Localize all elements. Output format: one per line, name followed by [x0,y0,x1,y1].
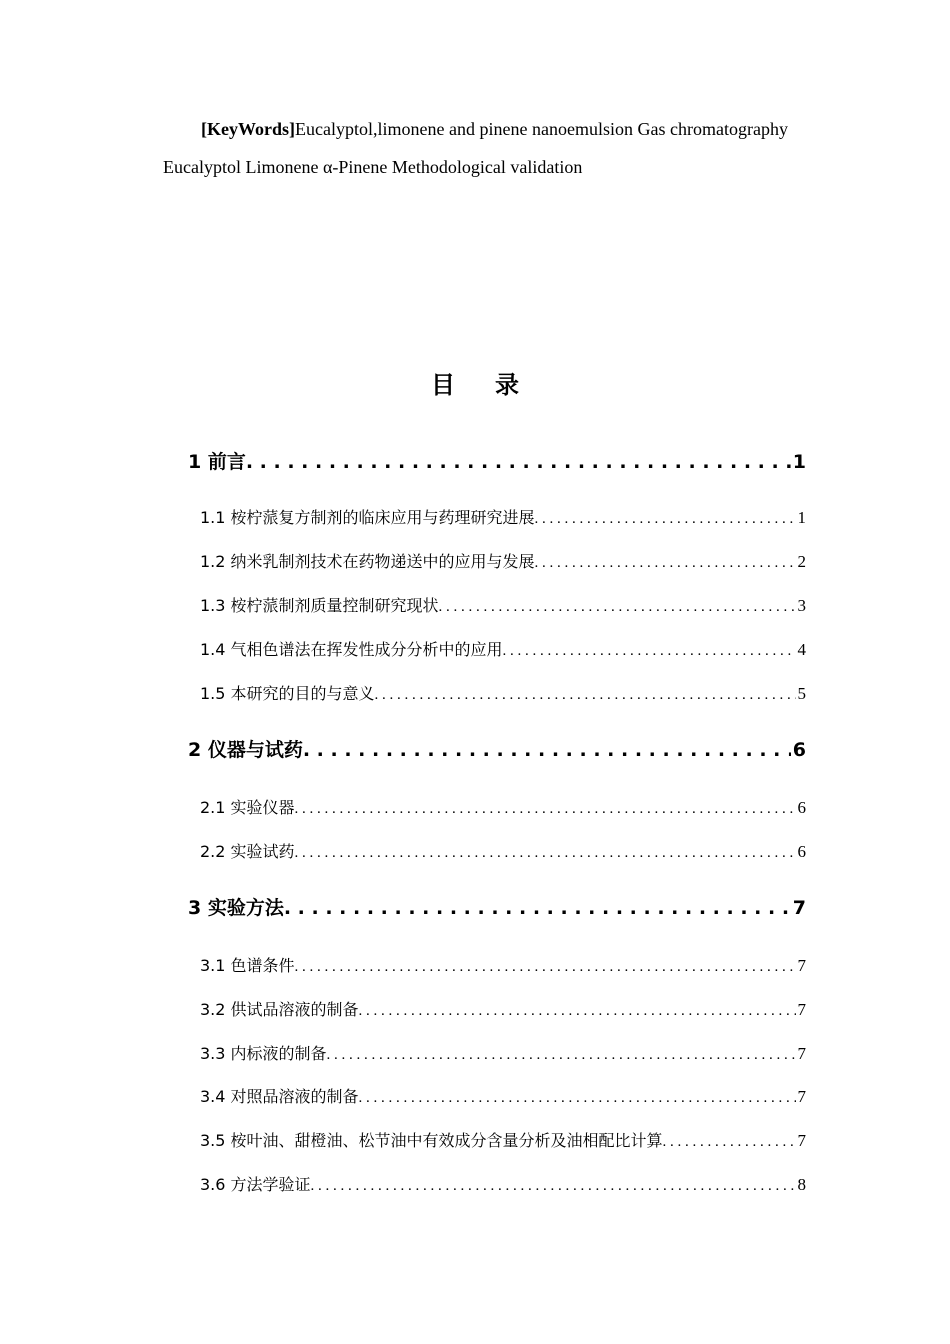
toc-page-number: 7 [797,1000,806,1019]
toc-section-entry[interactable] [200,953,806,979]
toc-page-number: 7 [797,1044,806,1063]
toc-entry-label: 3.5 桉叶油、甜橙油、松节油中有效成分含量分析及油相配比计算 [200,1131,663,1150]
toc-dot-leader [295,795,796,821]
toc-dot-leader [327,1041,796,1067]
toc-section-entry[interactable] [200,681,806,707]
toc-section-entry[interactable] [200,637,806,663]
keywords-text: Eucalyptol,limonene and pinene nanoemulsion Gas chromatography Eucalyptol Limonene α-Pinene Methodological validation [163,119,788,177]
toc-dot-leader [284,893,791,923]
toc-page-number: 1 [797,508,806,527]
toc-entry-label: 1 前言 [188,451,246,473]
toc-dot-leader [359,997,796,1023]
toc-section-entry[interactable] [200,1172,806,1198]
toc-page-number: 8 [797,1175,806,1194]
toc-entry-label: 2.1 实验仪器 [200,798,295,817]
toc-page-number: 6 [797,798,806,817]
toc-section-entry[interactable] [200,1128,806,1154]
toc-entry-label: 3.4 对照品溶液的制备 [200,1087,359,1106]
toc-entry-label: 1.4 气相色谱法在挥发性成分分析中的应用 [200,640,503,659]
toc-section-entry[interactable] [200,997,806,1023]
toc-page-number: 4 [797,640,806,659]
toc-entry-label: 2.2 实验试药 [200,842,295,861]
toc-entry-label: 1.5 本研究的目的与意义 [200,684,375,703]
toc-page-number: 1 [792,451,806,473]
toc-chapter-entry[interactable] [188,447,806,477]
toc-section-entry[interactable] [200,795,806,821]
toc-page-number: 7 [792,897,806,919]
toc-section-entry[interactable] [200,1041,806,1067]
toc-section-entry[interactable] [200,593,806,619]
toc-page-number: 7 [797,1131,806,1150]
toc-heading: 目录 [431,371,559,399]
toc-dot-leader [295,953,796,979]
toc-section-entry[interactable] [200,549,806,575]
toc-dot-leader [359,1084,796,1110]
toc-section-entry[interactable] [200,505,806,531]
toc-entry-label: 1.2 纳米乳制剂技术在药物递送中的应用与发展 [200,552,535,571]
toc-page-number: 6 [792,739,806,761]
toc-dot-leader [375,681,796,707]
toc-dot-leader [246,447,791,477]
toc-dot-leader [663,1128,796,1154]
toc-page-number: 6 [797,842,806,861]
toc-entry-label: 3.1 色谱条件 [200,956,295,975]
toc-page-number: 5 [797,684,806,703]
toc-page-number: 7 [797,956,806,975]
toc-entry-label: 3.3 内标液的制备 [200,1044,327,1063]
keywords-label: [KeyWords] [201,119,295,139]
toc-dot-leader [303,735,791,765]
toc-section-entry[interactable] [200,839,806,865]
toc-dot-leader [439,593,796,619]
toc-page-number: 3 [797,596,806,615]
toc-entry-label: 2 仪器与试药 [188,739,303,761]
toc-page-number: 2 [797,552,806,571]
toc-entry-label: 1.3 桉柠蒎制剂质量控制研究现状 [200,596,439,615]
toc-entry-label: 1.1 桉柠蒎复方制剂的临床应用与药理研究进展 [200,508,535,527]
toc-dot-leader [535,505,796,531]
toc-entry-label: 3.6 方法学验证 [200,1175,311,1194]
toc-dot-leader [535,549,796,575]
keywords-paragraph [163,111,788,186]
toc-section-entry[interactable] [200,1084,806,1110]
toc-dot-leader [503,637,796,663]
toc-entry-label: 3 实验方法 [188,897,284,919]
toc-chapter-entry[interactable] [188,735,806,765]
toc-dot-leader [295,839,796,865]
toc-chapter-entry[interactable] [188,893,806,923]
toc-entry-label: 3.2 供试品溶液的制备 [200,1000,359,1019]
toc-page-number: 7 [797,1087,806,1106]
toc-dot-leader [311,1172,796,1198]
